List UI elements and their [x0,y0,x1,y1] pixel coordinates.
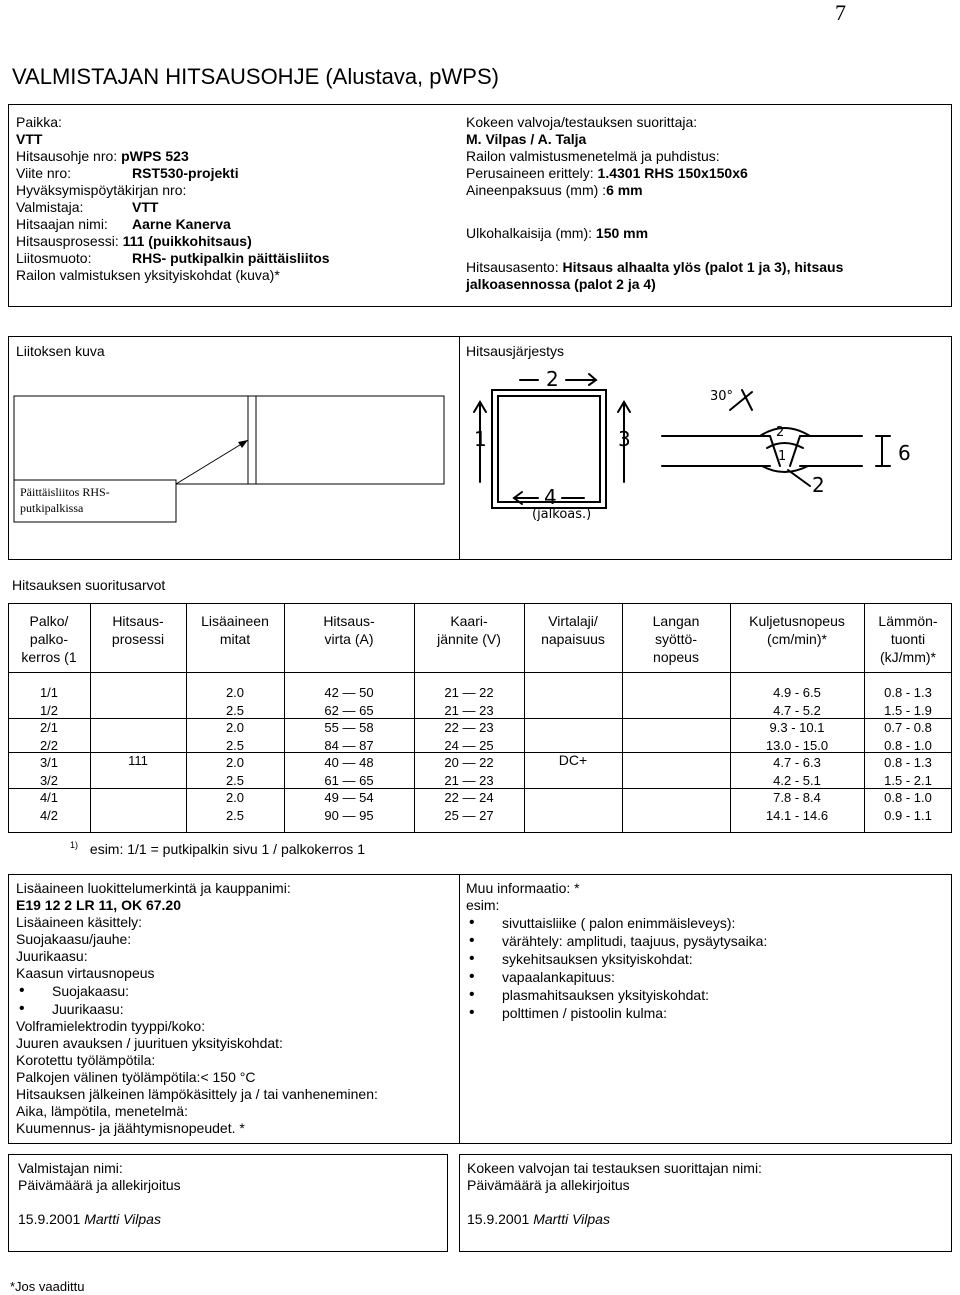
preheat: Korotettu työlämpötila: [16,1052,156,1068]
header-polarity: Virtalaji/ napaisuus [541,613,605,647]
table-cell: 2/2 [39,737,59,753]
info-line-wps: Hitsausohje nro: pWPS 523 [16,148,189,164]
header-current: Hitsaus- virta (A) [323,613,375,647]
inspector-label: Kokeen valvoja/testauksen suorittaja: [466,114,698,130]
table-cell: 2.5 [225,772,245,788]
header-filler-size: Lisäaineen mitat [201,613,269,647]
header-process: Hitsaus- prosessi [111,613,165,647]
info-right [466,114,946,293]
polarity-value: DC+ [558,752,588,768]
info-line-approval: Hyväksymispöytäkirjan nro: [16,182,187,198]
sketch-label-note: (jalkoas.) [532,507,592,522]
list-item: • sivuttaisliike ( palon enimmäisleveys): [466,914,946,932]
table-cell: 61 — 65 [324,772,374,788]
sketch-label-thickness: 6 [898,441,911,465]
filler-divider [459,874,460,1144]
gas-flow: Kaasun virtausnopeus [16,965,155,981]
filler-handling: Lisäaineen käsittely: [16,914,143,930]
table-cell: 0.8 - 1.0 [884,790,932,805]
results-title: Hitsauksen suoritusarvot [12,577,166,593]
table-cell: 4.9 - 6.5 [773,685,821,700]
inspector-date-label: Päivämäärä ja allekirjoitus [467,1177,630,1193]
col-heat-input [864,684,952,824]
signature-inspector [467,1160,762,1228]
joint-caption-line1: Päittäisliitos RHS- [20,485,110,499]
footnote-text: esim: 1/1 = putkipalkin sivu 1 / palkokerros 1 [89,840,365,857]
header-pass: Palko/ palko- kerros (1 [21,613,77,665]
table-cell: 2.5 [225,807,245,823]
table-cell: 22 — 23 [444,720,494,735]
table-cell: 13.0 - 15.0 [765,737,829,753]
table-cell: 3/2 [39,772,59,788]
other-info [466,880,946,1022]
table-cell: 9.3 - 10.1 [769,720,825,735]
info-line-place: Paikka: [16,114,62,130]
table-cell: 4/1 [39,790,59,805]
sketch-label-root: 2 [812,473,825,497]
bottom-note: *Jos vaadittu [10,1279,85,1294]
info-line-place-value: VTT [16,131,43,147]
table-cell: 21 — 22 [444,685,494,700]
table-cell: 1.5 - 2.1 [884,772,932,788]
base-material: Perusaineen erittely: 1.4301 RHS 150x150x6 [466,165,748,181]
table-cell: 2.0 [225,720,245,735]
col-voltage [414,684,524,824]
joint-caption-line2: putkipalkissa [20,501,84,515]
col-pass [8,684,90,824]
heating-cooling-rates: Kuumennus- ja jäähtymisnopeudet. * [16,1120,245,1136]
document-title: VALMISTAJAN HITSAUSOHJE (Alustava, pWPS) [12,64,499,89]
table-cell: 55 — 58 [324,720,374,735]
table-cell: 4.7 - 5.2 [773,702,821,718]
shielding-gas: Suojakaasu/jauhe: [16,931,132,947]
table-cell: 42 — 50 [324,685,374,700]
table-cell: 49 — 54 [324,790,374,805]
header-wire-feed: Langan syöttö- nopeus [652,613,700,665]
col-filler-size [186,684,284,824]
table-cell: 1/1 [39,685,59,700]
joint-picture-title: Liitoksen kuva [16,343,105,359]
signature-manufacturer [18,1160,181,1228]
welding-position: Hitsausasento: Hitsaus alhaalta ylös (palot 1 ja 3), hitsaus [466,259,844,275]
other-info-title: Muu informaatio: * [466,880,580,896]
col-travel-speed [730,684,864,824]
sketch-label-angle: 30° [710,389,734,404]
table-cell: 0.9 - 1.1 [884,807,932,823]
list-item: • sykehitsauksen yksityiskohdat: [466,950,946,968]
info-line-process: Hitsausprosessi: 111 (puikkohitsaus) [16,233,252,249]
table-cell: 1.5 - 1.9 [884,702,932,718]
sketch-label-bottom: 4 [544,485,557,509]
table-cell: 90 — 95 [324,807,374,823]
list-item: • Suojakaasu: [16,982,456,1000]
table-cell: 0.8 - 1.3 [884,685,932,700]
manufacturer-name-label: Valmistajan nimi: [18,1160,123,1176]
footnote-mark: 1) [70,840,79,850]
gas-flow-list [16,982,456,1018]
table-cell: 62 — 65 [324,702,374,718]
weld-sequence-sketch [462,362,942,560]
table-cell: 1/2 [39,702,59,718]
results-header-rule [8,672,952,673]
table-cell: 0.7 - 0.8 [884,720,932,735]
footnote [70,840,365,857]
table-cell: 21 — 23 [444,702,494,718]
table-cell: 2.0 [225,790,245,805]
table-cell: 2.0 [225,755,245,770]
filler-classification-label: Lisäaineen luokittelumerkintä ja kauppanimi: [16,880,291,896]
table-cell: 20 — 22 [444,755,494,770]
other-info-sub: esim: [466,897,500,913]
page-number: 7 [835,0,846,25]
time-temp-method: Aika, lämpötila, menetelmä: [16,1103,188,1119]
header-travel-speed: Kuljetusnopeus (cm/min)* [749,613,845,647]
other-info-list [466,914,946,1022]
info-left [16,114,456,284]
list-item: • värähtely: amplitudi, taajuus, pysäytysaika: [466,932,946,950]
list-item: • plasmahitsauksen yksityiskohdat: [466,986,946,1004]
table-cell: 14.1 - 14.6 [765,807,829,823]
table-cell: 25 — 27 [444,807,494,823]
inspector-value: M. Vilpas / A. Talja [466,131,587,147]
tungsten-electrode: Volframielektrodin tyyppi/koko: [16,1018,206,1034]
table-cell: 4/2 [39,807,59,823]
table-cell: 2.5 [225,737,245,753]
list-item: • polttimen / pistoolin kulma: [466,1004,946,1022]
info-line-joint: Liitosmuoto: RHS- putkipalkin päittäisliitos [16,250,330,266]
outer-diameter: Ulkohalkaisija (mm): 150 mm [466,225,649,241]
interpass-temp: Palkojen välinen työlämpötila:< 150 °C [16,1069,256,1085]
info-line-manufacturer: Valmistaja: VTT [16,199,159,215]
col-current [284,684,414,824]
table-cell: 4.7 - 6.3 [773,755,821,770]
list-item: • vapaalankapituus: [466,968,946,986]
sketch-label-top: 2 [546,367,559,391]
table-cell: 2.0 [225,685,245,700]
inspector-name-label: Kokeen valvojan tai testauksen suorittajan nimi: [467,1160,762,1176]
table-cell: 0.8 - 1.0 [884,737,932,753]
info-line-ref: Viite nro: RST530-projekti [16,165,239,181]
thickness: Aineenpaksuus (mm) :6 mm [466,182,643,198]
table-cell: 21 — 23 [444,772,494,788]
table-cell: 3/1 [39,755,59,770]
filler-classification-value: E19 12 2 LR 11, OK 67.20 [16,897,181,913]
table-cell: 84 — 87 [324,737,374,753]
sketch-label-right: 3 [618,427,631,451]
info-line-groove: Railon valmistuksen yksityiskohdat (kuva)* [16,267,280,283]
sketch-label-left: 1 [474,427,487,451]
weld-sequence-title: Hitsausjärjestys [466,343,565,359]
table-cell: 24 — 25 [444,737,494,753]
table-cell: 40 — 48 [324,755,374,770]
root-gas: Juurikaasu: [16,948,88,964]
root-details: Juuren avauksen / juurituen yksityiskohdat: [16,1035,283,1051]
manufacturer-date-label: Päivämäärä ja allekirjoitus [18,1177,181,1193]
list-item: • Juurikaasu: [16,1000,456,1018]
table-cell: 0.8 - 1.3 [884,755,932,770]
table-cell: 22 — 24 [444,790,494,805]
header-voltage: Kaari- jännite (V) [437,613,501,647]
process-value: 111 [128,753,148,768]
sketch-label-bead-top: 2 [776,425,785,440]
manufacturer-signature: 15.9.2001 Martti Vilpas [18,1211,161,1227]
header-heat-input: Lämmön- tuonti (kJ/mm)* [878,613,938,665]
table-cell: 7.8 - 8.4 [773,790,821,805]
table-cell: 2.5 [225,702,245,718]
prep-label: Railon valmistusmenetelmä ja puhdistus: [466,148,720,164]
joint-caption [20,484,110,516]
info-line-welder: Hitsaajan nimi: Aarne Kanerva [16,216,231,232]
filler-info [16,880,456,1137]
table-cell: 4.2 - 5.1 [773,772,821,788]
sketch-label-bead-bottom: 1 [778,449,787,464]
joint-divider [459,336,460,560]
table-cell: 2/1 [39,720,59,735]
welding-position-cont: jalkoasennossa (palot 2 ja 4) [466,276,656,292]
post-weld-heat-treatment: Hitsauksen jälkeinen lämpökäsittely ja / tai vanheneminen: [16,1086,378,1102]
inspector-signature: 15.9.2001 Martti Vilpas [467,1211,610,1227]
